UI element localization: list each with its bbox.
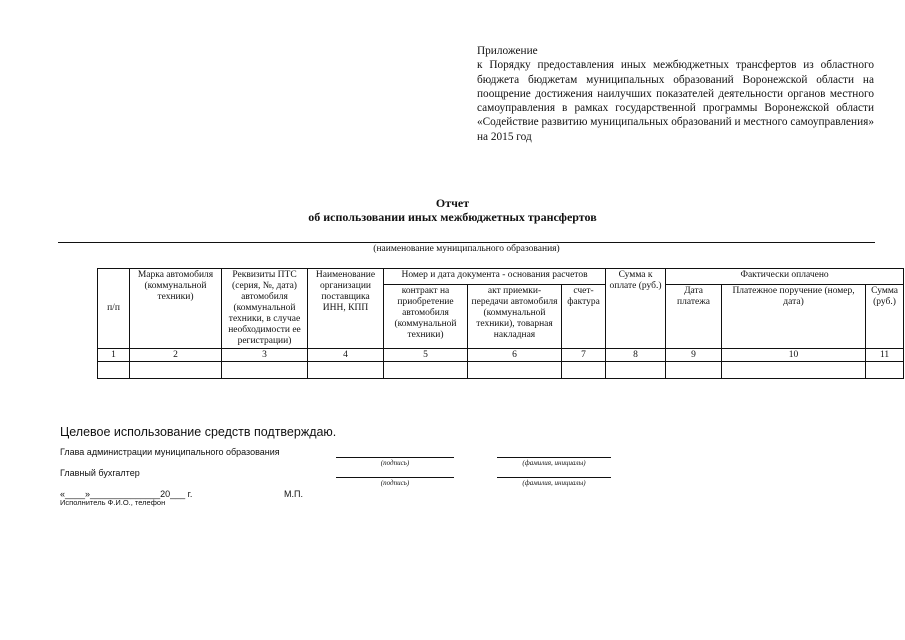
col-number: 10 [722, 349, 866, 362]
accountant-name-line [497, 477, 611, 478]
col-number: 1 [98, 349, 130, 362]
table-cell [222, 362, 308, 379]
accountant-label: Главный бухгалтер [60, 468, 140, 478]
header-paid-group: Фактически оплачено [666, 269, 904, 285]
header-pay-order: Платежное поручение (номер, дата) [722, 284, 866, 348]
appendix-block [477, 44, 874, 144]
header-invoice: счет-фактура [562, 284, 606, 348]
col-number: 7 [562, 349, 606, 362]
header-amount-due: Сумма к оплате (руб.) [606, 269, 666, 349]
report-title: Отчет [435, 196, 470, 210]
head-signature-line [336, 457, 454, 458]
header-pp: п/п [98, 269, 130, 349]
confirm-text: Целевое использование средств подтверждаю. [60, 425, 337, 439]
col-number: 4 [308, 349, 384, 362]
table-cell [130, 362, 222, 379]
appendix-heading: Приложение [477, 45, 538, 57]
accountant-name-hint: (фамилия, инициалы) [522, 479, 586, 487]
head-name-hint: (фамилия, инициалы) [522, 459, 586, 467]
header-act: акт приемки-передачи автомобиля (коммунальной техники), товарная накладная [468, 284, 562, 348]
table-row [98, 362, 904, 379]
col-number: 8 [606, 349, 666, 362]
col-number: 2 [130, 349, 222, 362]
org-name-hint: (наименование муниципального образования) [373, 244, 560, 254]
head-name-line [497, 457, 611, 458]
date-line: «____»______________20___ г. [60, 489, 193, 499]
table-cell [98, 362, 130, 379]
header-doc-group: Номер и дата документа - основания расчетов [384, 269, 606, 285]
col-number: 6 [468, 349, 562, 362]
header-pay-date: Дата платежа [666, 284, 722, 348]
head-label: Глава администрации муниципального образования [60, 447, 280, 457]
table-cell [666, 362, 722, 379]
accountant-signature-hint: (подпись) [380, 479, 410, 487]
header-pts: Реквизиты ПТС (серия, №, дата) автомобиля (коммунальной техники, в случае необходимости ее регистрации) [222, 269, 308, 349]
table-cell [606, 362, 666, 379]
appendix-text: к Порядку предоставления иных межбюджетных трансфертов из областного бюджета бюджетам муниципальных образований Воронежской области на поощрение достижения наилучших показателей деятельности органов местного самоуправления в рамках государственной программы Воронежской области «Содействие развитию муниципальных образований и местного самоуправления» на 2015 год [477, 59, 874, 143]
col-number: 11 [866, 349, 904, 362]
org-name-line [58, 242, 875, 243]
col-number: 5 [384, 349, 468, 362]
stamp-place: М.П. [284, 489, 303, 499]
header-supplier: Наименование организации поставщика ИНН, КПП [308, 269, 384, 349]
executor-line: Исполнитель Ф.И.О., телефон [60, 498, 166, 507]
col-number: 3 [222, 349, 308, 362]
table-cell [384, 362, 468, 379]
report-subtitle: об использовании иных межбюджетных трансфертов [308, 210, 597, 224]
header-contract: контракт на приобретение автомобиля (коммунальной техники) [384, 284, 468, 348]
table-cell [722, 362, 866, 379]
accountant-signature-line [336, 477, 454, 478]
table-cell [562, 362, 606, 379]
head-signature-hint: (подпись) [380, 459, 410, 467]
header-brand: Марка автомобиля (коммунальной техники) [130, 269, 222, 349]
table-cell [308, 362, 384, 379]
table-cell [866, 362, 904, 379]
col-number: 9 [666, 349, 722, 362]
table-cell [468, 362, 562, 379]
report-table [97, 268, 904, 379]
header-pay-sum: Сумма (руб.) [866, 284, 904, 348]
